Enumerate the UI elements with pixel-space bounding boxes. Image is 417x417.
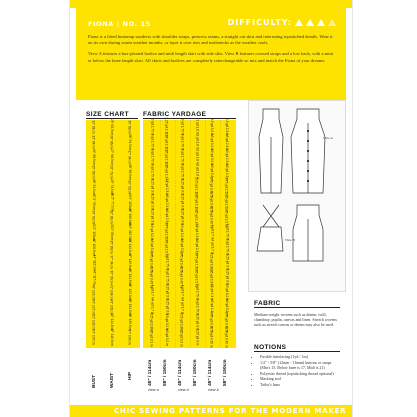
fabric-yardage-cell: 3 yd 2.75 m [180,148,184,166]
fabric-yardage-cell: 2 yd 1.8 m [195,119,200,135]
fabric-yardage-cell: 2.25 yd 2.1 m [165,117,170,137]
size-chart-cell: 36" 91.5cm [128,133,133,151]
fabric-yardage-cell: 2.5 yd 2.3 m [165,208,170,226]
size-chart-cell: 45" 114.5cm [110,313,114,331]
size-chart-cell: 47" 119.5cm [110,328,114,346]
fabric-yardage-cell: 2.25 yd 2.1 m [165,132,170,152]
notion-item: • Marking tool [260,376,342,382]
fabric-yardage-cell: 3.5 yd 3.2 m [225,298,230,316]
fabric-yardage-cell: 4 yd 3.7 m [210,239,215,255]
fabric-yardage-cell: 2.75 yd 2.5 m [165,237,170,257]
size-chart-cell: 25" 63.5cm [110,118,115,136]
difficulty-triangle-icon [295,19,303,26]
size-chart-cell: 44" 112cm [92,254,96,270]
size-chart-cell: 42" 106.5cm [128,208,133,226]
fabric-yardage-cell: 3.75 yd 3.45 m [210,206,214,228]
fabric-yardage-cell: 4.25 yd 3.9 m [150,312,155,332]
fabric-yardage-column [161,117,173,348]
footer-bar [70,405,352,417]
fabric-yardage-cell: 3.5 yd 3.2 m [210,148,215,166]
fabric-yardage-column [176,120,188,348]
size-chart-cell: 38" 96.5cm [128,163,133,181]
fabric-yardage-cell: 3.25 yd 3 m [225,268,229,286]
fabric-description: Medium weight wovens such as denim, twill, chambray, poplin, canvas and linen. Stretch wovens such as stretch canvas or denim may also be used. [254,312,337,328]
fabric-yardage-cell: 2.5 yd 2.3 m [195,223,200,241]
size-row-label-waist: WAIST [110,372,115,388]
size-chart-cell: 39" 99cm [92,210,97,224]
fabric-yardage-cell: 2.75 yd 2.5 m [165,222,170,242]
fabric-yardage-cell: 2.5 yd 2.3 m [225,163,230,181]
size-chart-cell: 29" 73.5cm [110,178,115,196]
fabric-yardage-column [221,120,233,348]
size-chart-cell: 43" 109cm [110,299,115,315]
size-chart-cell: 36" 91.5cm [92,178,97,196]
description-paragraph: View A features a box-pleated bodice and midi length skirt with side slits. View B features crossed straps and a low back, with a mini or below the knee length skirt. All skirts and bodices are completely interchangeable so mix and match the Fiona of your dreams. [88,51,334,63]
size-chart-cell: 52" 132cm [92,314,97,330]
fabric-yardage-cell: 2.5 yd 2.3 m [165,193,170,211]
size-and-yardage-table [86,117,236,394]
view-b-label: View B [285,238,295,242]
fabric-yardage-column [191,120,203,348]
fabric-yardage-cell: 2.5 yd 2.3 m [195,238,200,256]
size-chart-cell: 37" 94cm [110,255,115,269]
fabric-yardage-column [206,120,218,348]
fabric-yardage-cell: 2.75 yd 2.5 m [195,252,200,272]
size-chart-cell: 41" 104cm [110,284,115,300]
size-chart-cell: 43.5" 110.5cm [128,221,132,243]
fabric-yardage-cell: 2 yd 1.8 m [195,134,200,150]
size-chart-column [106,120,118,348]
fabric-yardage-cell: 3 yd 2.75 m [195,283,199,301]
size-chart-cell: 42" 106.5cm [92,238,97,256]
fabric-yardage-cell: 3.25 yd 3 m [165,298,169,316]
fabric-yardage-cell: 3.75 yd 3.45 m [210,191,214,213]
fabric-yardage-cell: 3 yd 2.75 m [165,253,169,271]
fabric-yardage-cell: 4.75 yd 4.35 m [210,326,214,348]
fabric-yardage-cell: 3.75 yd 3.45 m [150,251,154,273]
fabric-yardage-cell: 2.5 yd 2.3 m [165,178,170,196]
notion-item: • Polyester thread (topstitching thread optional) [260,371,342,377]
fabric-yardage-cell: 3 yd 2.75 m [165,268,169,286]
size-chart-cell: 51" 129.5cm [128,283,133,301]
fabric-yardage-cell: 3 yd 2.75 m [150,163,154,181]
fabric-yardage-cell: 3.5 yd 3.2 m [165,313,170,331]
fabric-yardage-cell: 2.25 yd 2.1 m [195,192,200,212]
fabric-view-label: view b [208,388,219,392]
fabric-yardage-cell: 3.25 yd 3 m [150,208,154,226]
difficulty-rating [228,18,336,27]
fabric-yardage-cell: 2.25 yd 2.1 m [195,177,200,197]
fabric-yardage-cell: 3.5 yd 3.2 m [225,283,230,301]
notion-item: • Fusible interfacing (1yd / 1m) [260,354,342,360]
size-chart-cell: 26" 66cm [110,135,115,149]
view-a-label: View A [323,136,333,140]
notion-item: • 1/2" - 5/8" (12mm - 16mm) buttons or snaps (Min's 15, Below knee is 17, Midi is 21) [260,360,342,371]
fabric-yardage-cell: 4.25 yd 3.9 m [150,327,155,347]
size-chart-cell: 35" 89cm [110,240,115,254]
fabric-yardage-cell: 2.25 yd 2.1 m [165,162,170,182]
header-bar [70,0,352,8]
description-paragraph: Fiona is a fitted buttonup sundress with shoulder straps, princess seams, a straight cut skirt and interesting topstitched details. Wear it on its own during warm weather months, or layer it over tees and turtlenecks as the weather cools. [88,34,333,46]
fabric-yardage-cell: 3 yd 2.75 m [180,118,184,136]
fabric-yardage-cell: 4.5 yd 4.1 m [210,298,215,316]
size-chart-cell: 35" 89cm [92,165,97,179]
fabric-yardage-cell: 3.75 yd 3.45 m [225,311,229,333]
notions-list [254,354,342,388]
fabric-yardage-cell: 2.5 yd 2.3 m [225,148,230,166]
size-chart-cell: 55" 139.5cm [128,313,133,331]
notions-rule [254,351,340,352]
fabric-width-label: 45" / 114cm [148,359,153,386]
size-chart-cell: 37.5" 95cm [92,193,97,211]
pattern-back-cover [70,0,352,417]
fabric-yardage-cell: 3.25 yd 3 m [180,208,184,226]
fabric-yardage-cell: 3.25 yd 3 m [165,283,169,301]
size-chart-column [124,120,136,348]
fabric-yardage-cell: 3.25 yd 3 m [180,193,184,211]
fabric-yardage-cell: 2.25 yd 2.1 m [195,207,200,227]
view-b-back-dress-icon [257,227,283,251]
fabric-yardage-cell: 3.25 yd 3 m [150,193,154,211]
difficulty-triangle-icon [306,19,314,26]
fabric-yardage-cell: 3.75 yd 3.45 m [225,326,229,348]
fabric-width-label: 45" / 114cm [208,359,213,386]
size-chart-cell: 54" 137cm [92,329,97,345]
fabric-yardage-cell: 3.75 yd 3.45 m [180,266,184,288]
fabric-yardage-cell: 3.5 yd 3.2 m [210,133,215,151]
fabric-yardage-cell: 3.5 yd 3.2 m [150,223,155,241]
difficulty-label: DIFFICULTY: [227,18,292,27]
size-chart-cell: 37" 94cm [128,150,133,164]
fabric-yardage-cell: 4.25 yd 3.9 m [210,267,215,287]
size-chart-cell: 27" 68.5cm [110,148,115,166]
fabric-yardage-cell: 3.75 yd 3.45 m [180,251,184,273]
size-chart-cell: 57" 145cm [128,329,133,345]
fabric-width-label: 58" / 150cm [163,359,168,386]
difficulty-triangle-empty-icon [328,19,336,26]
fabric-yardage-heading: FABRIC YARDAGE [143,111,207,118]
size-chart-cell: 46" 117cm [92,269,96,285]
fabric-yardage-cell: 3 yd 2.75 m [195,298,199,316]
fabric-view-label: view a [148,388,159,392]
fabric-view-label: view b [178,388,189,392]
fabric-yardage-cell: 2.25 yd 2.1 m [165,147,170,167]
dress-illustrations [249,101,345,291]
size-chart-cell: 39" 99cm [128,180,133,194]
size-chart-cell: 53" 134.5cm [128,298,133,316]
size-chart-column [88,120,100,348]
fabric-width-label: 58" / 150cm [193,359,198,386]
fabric-yardage-cell: 2.75 yd 2.5 m [225,177,230,197]
fabric-width-label: 58" / 150cm [223,359,228,386]
fabric-yardage-cell: 3.25 yd 3 m [180,178,184,196]
illustration-panel [248,100,346,292]
pattern-title: FIONA | NO. 15 [88,20,151,28]
fabric-yardage-cell: 4 yd 3.7 m [150,299,155,315]
fabric-yardage-cell: 3.75 yd 3.45 m [210,176,214,198]
size-chart-cell: 33" 84cm [92,135,97,149]
size-chart-cell: 45" 114.5cm [128,238,132,256]
fabric-yardage-cell: 3 yd 2.75 m [225,238,229,256]
size-chart-cell: 47" 119.5cm [128,253,132,271]
size-chart-cell: 49" 124.5cm [128,268,133,286]
fabric-yardage-cell: 3.25 yd 3 m [195,328,199,346]
fabric-yardage-cell: 4.25 yd 3.9 m [180,327,185,347]
size-chart-cell: 50" 127cm [92,299,97,315]
fabric-yardage-cell: 3.5 yd 3.2 m [180,223,185,241]
fabric-heading: FABRIC [254,300,281,307]
size-chart-cell: 33.5" 85cm [110,223,115,241]
footer-tagline: CHIC SEWING PATTERNS FOR THE MODERN MAKER [114,407,347,415]
fabric-yardage-cell: 3.5 yd 3.2 m [150,238,155,256]
fabric-width-label: 45" / 114cm [178,359,183,386]
notion-item: • Tailor's ham [260,382,342,388]
size-chart-cell: 35" 89cm [128,120,133,134]
size-chart-cell: 34" 86.5cm [92,148,97,166]
fabric-yardage-cell: 3.5 yd 3.2 m [180,238,185,256]
fabric-yardage-cell: 4.75 yd 4.35 m [210,311,214,333]
size-chart-cell: 32" 81cm [110,210,115,224]
size-chart-cell: 39" 99cm [110,270,115,284]
size-chart-cell: 30.5" 77.5cm [110,192,114,212]
fabric-yardage-cell: 3 yd 2.75 m [150,133,154,151]
fabric-yardage-cell: 3.25 yd 3 m [225,253,229,271]
fabric-yardage-cell: 4 yd 3.7 m [210,224,215,240]
fabric-yardage-cell: 2 yd 1.8 m [195,149,200,165]
fabric-yardage-cell: 3.5 yd 3.2 m [210,163,215,181]
fabric-yardage-cell: 3 yd 2.75 m [225,223,229,241]
pattern-description [88,34,334,69]
fabric-yardage-cell: 4.25 yd 3.9 m [210,252,215,272]
fabric-yardage-column [146,120,158,348]
fabric-yardage-cell: 3.25 yd 3 m [195,313,199,331]
fabric-yardage-cell: 3.5 yd 3.2 m [210,118,215,136]
fabric-yardage-cell: 3 yd 2.75 m [180,163,184,181]
fabric-yardage-cell: 3 yd 2.75 m [150,118,154,136]
fabric-yardage-cell: 4 yd 3.7 m [150,284,155,300]
size-chart-cell: 40.5" 103cm [92,223,97,241]
fabric-yardage-cell: 3 yd 2.75 m [180,133,184,151]
fabric-yardage-rule [143,118,236,119]
fabric-yardage-cell: 2.5 yd 2.3 m [225,118,230,136]
fabric-yardage-cell: 2.5 yd 2.3 m [225,133,230,151]
description-panel [76,8,346,100]
fabric-yardage-cell: 3.75 yd 3.45 m [150,266,154,288]
size-chart-cell: 28" 71cm [110,165,115,179]
size-row-label-bust: BUST [92,374,97,388]
fabric-yardage-cell: 2.75 yd 2.5 m [195,267,200,287]
size-chart-cell: 48" 122cm [92,284,97,300]
fabric-yardage-cell: 4 yd 3.7 m [180,299,185,315]
fabric-yardage-cell: 4 yd 3.7 m [180,284,185,300]
fabric-yardage-cell: 2.75 yd 2.5 m [225,192,230,212]
fabric-yardage-cell: 3 yd 2.75 m [150,148,154,166]
fabric-yardage-cell: 4.25 yd 3.9 m [180,312,185,332]
size-chart-heading: SIZE CHART [86,111,129,118]
notions-heading: NOTIONS [254,344,287,351]
difficulty-triangle-icon [317,19,325,26]
size-chart-cell: 40.5" 103cm [128,193,133,211]
fabric-yardage-cell: 3.25 yd 3 m [150,178,154,196]
fabric-yardage-cell: 3.5 yd 3.2 m [165,328,170,346]
fabric-yardage-cell: 2.75 yd 2.5 m [225,207,230,227]
fabric-rule [254,307,340,308]
fabric-yardage-cell: 2 yd 1.8 m [195,164,200,180]
size-row-label-hip: HIP [128,372,133,380]
fabric-yardage-cell: 4.5 yd 4.1 m [210,283,215,301]
size-chart-cell: 32" 81cm [92,120,97,134]
